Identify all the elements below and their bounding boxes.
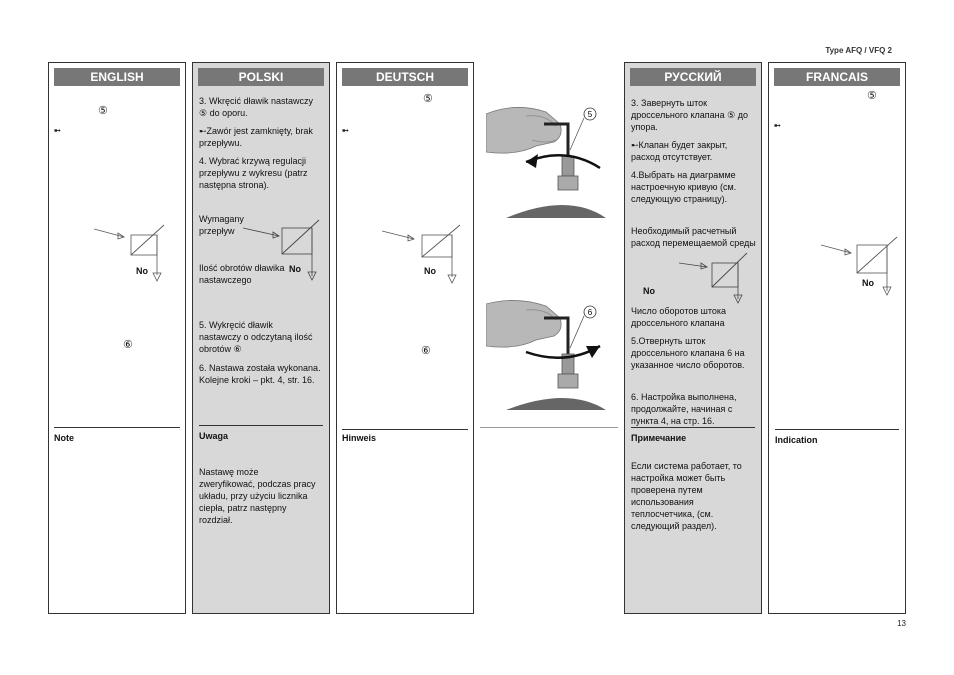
divider: [54, 427, 180, 428]
turns-label: Число оборотов штока дроссельного клапана: [631, 306, 727, 328]
required-flow-label: Необходимый расчетный расход перемещаемой среды: [631, 226, 756, 248]
step-5: 5.Отвернуть шток дроссельного клапана 6 на указанное число оборотов.: [631, 336, 745, 370]
flow-diagram: [94, 223, 174, 285]
note-text: Если система работает, то настройка может быть проверена путем использования теплосчетчика, (см. следующий раздел).: [631, 461, 742, 531]
no-label: No: [643, 286, 655, 296]
valve-closed-note: ➸Клапан будет закрыт, расход отсутствует.: [631, 140, 728, 162]
francais-column: [768, 62, 906, 614]
deutsch-heading: DEUTSCH: [342, 68, 468, 86]
step-4: 4. Wybrać krzywą regulacji przepływu z wykresu (patrz następna strona).: [199, 156, 308, 190]
note-heading: Hinweis: [342, 433, 377, 443]
flow-diagram: [382, 223, 467, 289]
francais-heading: FRANCAIS: [774, 68, 900, 86]
page-number: 13: [897, 619, 906, 628]
step-3: 3. Завернуть шток дроссельного клапана ⑤ до упора.: [631, 98, 748, 132]
valve-closed-note: ➸Zawór jest zamknięty, brak przepływu.: [199, 126, 313, 148]
note-heading: Note: [54, 433, 74, 443]
circled-five: ⑤: [98, 105, 108, 117]
arrow-marker-icon: ➸: [54, 126, 61, 135]
divider: [631, 427, 755, 428]
divider: [775, 429, 899, 430]
valve-photo-loosen: [486, 296, 606, 418]
circled-six: ⑥: [421, 345, 431, 357]
center-divider: [480, 427, 618, 428]
flow-diagram: [679, 249, 763, 307]
no-label: No: [862, 278, 874, 288]
deutsch-column: [336, 62, 474, 614]
english-heading: ENGLISH: [54, 68, 180, 86]
note-text: Nastawę może zweryfikować, podczas pracy układu, przy użyciu licznika ciepła, patrz następny rozdział.: [199, 467, 316, 525]
step-6: 6. Nastawa została wykonana. Kolejne kroki – pkt. 4, str. 16.: [199, 363, 321, 385]
no-label: No: [424, 266, 436, 276]
arrow-marker-icon: ➸: [774, 121, 781, 130]
circled-six: ⑥: [123, 339, 133, 351]
polski-column: [192, 62, 330, 614]
valve-photo-tighten: [486, 96, 606, 218]
polski-heading: POLSKI: [198, 68, 324, 86]
required-flow-label: Wymagany przepływ: [199, 214, 244, 236]
divider: [342, 429, 468, 430]
note-heading: Uwaga: [199, 431, 229, 441]
turns-label: Ilość obrotów dławika nastawczego: [199, 263, 285, 285]
english-column: [48, 62, 186, 614]
circled-five: ⑤: [423, 93, 433, 105]
no-label: No: [136, 266, 148, 276]
step-6: 6. Настройка выполнена, продолжайте, начиная с пункта 4, на стр. 16.: [631, 392, 737, 426]
circled-five: ⑤: [867, 90, 877, 102]
russian-column: [624, 62, 762, 614]
note-heading: Примечание: [631, 433, 687, 443]
note-heading: Indication: [775, 435, 818, 445]
divider: [199, 425, 323, 426]
step-5: 5. Wykręcić dławik nastawczy o odczytaną ilość obrotów ⑥: [199, 320, 313, 354]
step-3: 3. Wkręcić dławik nastawczy ⑤ do oporu.: [199, 96, 314, 118]
svg-text:6: 6: [587, 308, 593, 317]
step-4: 4.Выбрать на диаграмме настроечную кривую (см. следующую страницу).: [631, 170, 737, 204]
flow-diagram: [821, 235, 907, 301]
no-label: No: [289, 264, 301, 274]
russian-heading: РУССКИЙ: [630, 68, 756, 86]
arrow-marker-icon: ➸: [342, 126, 349, 135]
document-type-label: Type AFQ / VFQ 2: [825, 46, 892, 55]
svg-text:5: 5: [587, 110, 593, 119]
